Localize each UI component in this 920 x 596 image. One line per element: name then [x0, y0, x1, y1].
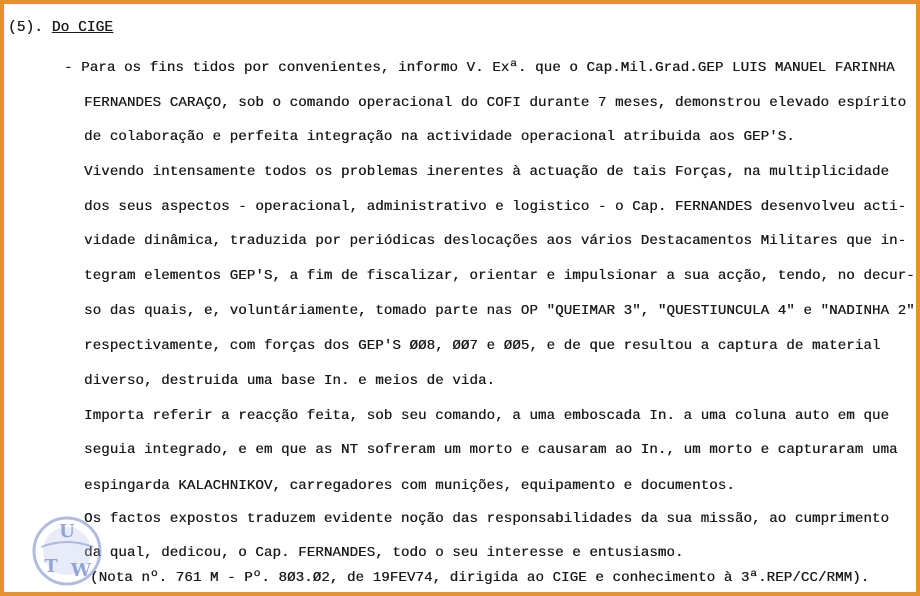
text-line-7: tegram elementos GEP'S, a fim de fiscalizar, orientar e impulsionar a sua acção, tendo, no decur- [84, 268, 915, 284]
text-line-14: Os factos expostos traduzem evidente noção das responsabilidades da sua missão, ao cumprimento [84, 511, 890, 527]
section-heading [8, 19, 113, 37]
section-title: Do CIGE [51, 20, 114, 36]
watermark-letter-w: W [70, 560, 92, 581]
text-line-10: diverso, destruida uma base In. e meios de vida. [84, 373, 496, 389]
text-line-12: seguia integrado, e em que as NT sofreram um morto e causaram ao In., um morto e capturaram uma [84, 442, 898, 458]
text-line-2: FERNANDES CARAÇO, sob o comando operacional do COFI durante 7 meses, demonstrou elevado espírito [84, 95, 907, 111]
text-line-9: respectivamente, com forças dos GEP'S ØØ8, ØØ7 e ØØ5, e de que resultou a captura de material [84, 338, 881, 354]
text-line-1: - Para os fins tidos por convenientes, informo V. Exª. que o Cap.Mil.Grad.GEP LUIS MANUEL FARINHA [64, 60, 895, 76]
utw-logo-watermark [30, 512, 104, 590]
watermark-letter-t: T [44, 556, 58, 577]
text-line-5: dos seus aspectos - operacional, administrativo e logistico - o Cap. FERNANDES desenvolveu acti- [84, 199, 907, 215]
text-line-13: espingarda KALACHNIKOV, carregadores com munições, equipamento e documentos. [84, 478, 735, 494]
text-line-4: Vivendo intensamente todos os problemas inerentes à actuação de tais Forças, na multiplicidade [84, 164, 890, 180]
text-line-3: de colaboração e perfeita integração na actividade operacional atribuida aos GEP'S. [84, 129, 795, 145]
text-line-6: vidade dinâmica, traduzida por periódicas deslocações aos vários Destacamentos Militares que in- [84, 233, 907, 249]
text-line-11: Importa referir a reacção feita, sob seu comando, a uma emboscada In. a uma coluna auto em que [84, 408, 890, 424]
footnote-line: (Nota nº. 761 M - Pº. 8Ø3.Ø2, de 19FEV74, dirigida ao CIGE e conhecimento à 3ª.REP/CC/RMM). [90, 570, 870, 586]
text-line-15: da qual, dedicou, o Cap. FERNANDES, todo o seu interesse e entusiasmo. [84, 545, 684, 561]
document-page [4, 4, 916, 592]
section-number: (5). [8, 20, 44, 36]
watermark-letter-u: U [59, 521, 75, 542]
text-line-8: so das quais, e, voluntáriamente, tomado parte nas OP "QUEIMAR 3", "QUESTIUNCULA 4" e "NADINHA 2" [84, 303, 915, 319]
